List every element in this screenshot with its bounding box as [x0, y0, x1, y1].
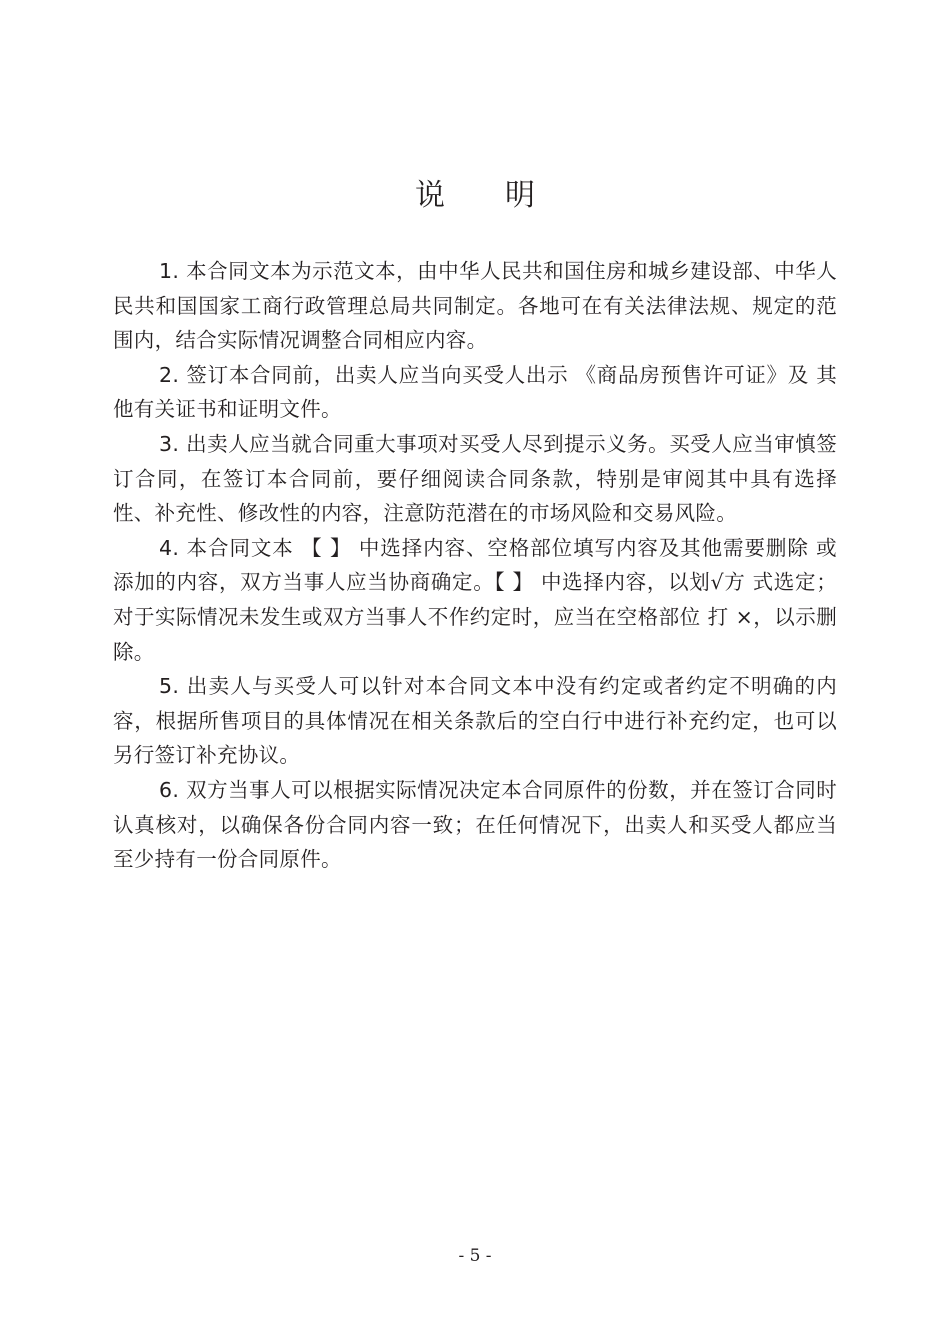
paragraph-1: 1. 本合同文本为示范文本，由中华人民共和国住房和城乡建设部、中华人民共和国国家工商行政管理总局共同制定。各地可在有关法律法规、规定的范围内，结合实际情况调整合同相应内容。 [113, 259, 837, 353]
page-number: - 5 - [458, 1246, 492, 1266]
paragraph-2: 2. 签订本合同前，出卖人应当向买受人出示 《商品房预售许可证》及 其他有关证书和证明文件。 [113, 362, 837, 422]
paragraph-5: 5. 出卖人与买受人可以针对本合同文本中没有约定或者约定不明确的内容，根据所售项目的具体情况在相关条款后的空白行中进行补充约定，也可以另行签订补充协议。 [113, 674, 837, 768]
paragraph-6: 6. 双方当事人可以根据实际情况决定本合同原件的份数，并在签订合同时认真核对，以确保各份合同内容一致；在任何情况下，出卖人和买受人都应当至少持有一份合同原件。 [113, 777, 837, 872]
page-title: 说明 [415, 178, 595, 213]
paragraph-3: 3. 出卖人应当就合同重大事项对买受人尽到提示义务。买受人应当审慎签订合同，在签订本合同前，要仔细阅读合同条款，特别是审阅其中具有选择性、补充性、修改性的内容，注意防范潜在的市场风险和交易风险。 [113, 431, 837, 526]
document-body [113, 254, 837, 877]
paragraph-4: 4. 本合同文本 【 】 中选择内容、空格部位填写内容及其他需要删除 或添加的内容，双方当事人应当协商确定。【 】 中选择内容，以划√方 式选定；对于实际情况未发生或双方当事人不作约定时，应当在空格部位 打 ×，以示删除。 [113, 535, 837, 664]
